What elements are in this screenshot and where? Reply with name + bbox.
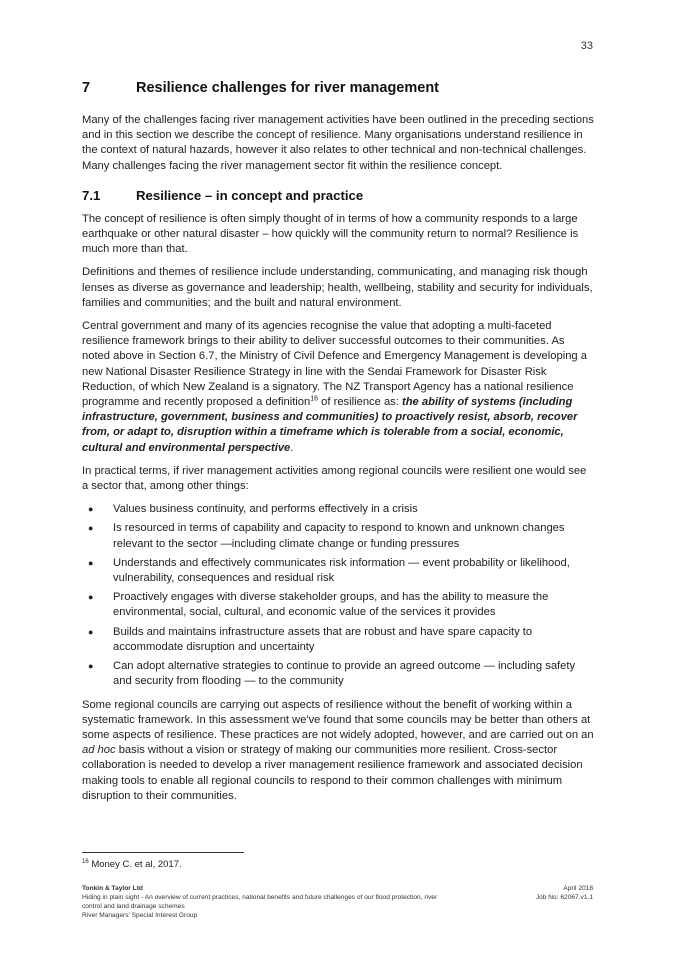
bullet-icon: ●: [88, 557, 94, 568]
list-item: [82, 502, 594, 517]
bullet-icon: ●: [88, 661, 94, 672]
footer-date: April 2018: [563, 885, 593, 892]
resilience-definition: the ability of systems (including infrastructure, government, business and communities) to proactively resist, absorb, recover from, or adapt to, disruption within a timeframe which is tolerable from a social, economic, cultural and environmental perspective: [82, 396, 578, 454]
list-item-text: Proactively engages with diverse stakeholder groups, and has the ability to measure the environmental, social, cultural, and economic value of the services it provides: [113, 591, 549, 619]
subsection-number: 7.1: [82, 187, 101, 203]
footnote-number: 16: [82, 858, 89, 865]
section-number: 7: [82, 80, 91, 96]
list-item-text: Values business continuity, and performs effectively in a crisis: [113, 503, 418, 516]
paragraph-text: of resilience as:: [318, 396, 402, 409]
paragraph-definitions: Definitions and themes of resilience include understanding, communicating, and managing risk though lenses as diverse as governance and leadership; health, wellbeing, stability and security for individuals, families and communities; and the built and natural environment.: [82, 266, 593, 309]
paragraph-practical-terms: In practical terms, if river management activities among regional councils were resilient one would see a sector that, among other things:: [82, 464, 587, 493]
footnote-reference[interactable]: 16: [310, 395, 319, 403]
footnote: [82, 859, 182, 870]
list-item-text: Understands and effectively communicates risk information — event probability or likelihood, vulnerability, consequences and residual risk: [113, 556, 570, 585]
subsection-heading: [82, 188, 594, 203]
bullet-icon: ●: [88, 592, 94, 603]
bullet-icon: ●: [88, 523, 94, 534]
paragraph-text: Central government and many of its agencies recognise the value that adopting a multi-faceted resilience framework brings to their ability to deliver successful outcomes to their communities. As noted above in Section 6.7, the Ministry of Civil Defence and Emergency Management is developing a new National Disaster Resilience Strategy in line with the Sendai Framework for Disaster Risk Reduction, of which New Zealand is a signatory. The NZ Transport Agency has a national resilience programme and recently proposed a definition: [82, 320, 587, 409]
list-item-text: Can adopt alternative strategies to continue to provide an agreed outcome — including safety and security from flooding — to the community: [113, 660, 576, 688]
paragraph-text: basis without a vision or strategy of making our communities more resilient. Cross-sector collaboration is needed to develop a river management resilience framework and associated decision making tools to enable all regional councils to respond to their common challenges with minimum disruption to their communities.: [82, 744, 583, 802]
paragraph-text: .: [290, 441, 294, 454]
footnote-divider: [82, 852, 244, 853]
subsection-title: Resilience – in concept and practice: [136, 187, 364, 203]
page-body: [82, 80, 594, 812]
page-number: 33: [580, 40, 593, 52]
paragraph-concept: The concept of resilience is often simply thought of in terms of how a community responds to a large earthquake or other natural disaster – how quickly will the community return to normal? Resilience is much more than that.: [82, 212, 579, 256]
list-item: [82, 556, 594, 586]
italic-phrase: ad hoc: [82, 744, 116, 757]
resilience-bullet-list: [82, 502, 594, 689]
footer-job-number: Job No: 62067.v1.1: [535, 894, 593, 901]
footer-left: [82, 884, 442, 920]
footer-client: River Managers' Special Interest Group: [82, 912, 198, 919]
list-item: [82, 521, 594, 551]
footnote-text: Money C. et al, 2017.: [91, 859, 182, 870]
list-item-text: Is resourced in terms of capability and capacity to respond to known and unknown changes relevant to the sector —including climate change or funding pressures: [113, 522, 565, 550]
footer-org: Tonkin & Taylor Ltd: [82, 885, 143, 892]
bullet-icon: ●: [88, 626, 94, 637]
list-item: [82, 590, 594, 620]
footer-right: [536, 884, 593, 902]
footer-document-title: Hiding in plain sight - An overview of current practices, national benefits and future challenges of our flood protection, river control and land drainage schemes: [82, 894, 438, 910]
list-item-text: Builds and maintains infrastructure assets that are robust and have spare capacity to accommodate disruption and uncertainty: [113, 625, 533, 653]
paragraph-central-government: [82, 319, 594, 456]
section-title: Resilience challenges for river management: [136, 80, 440, 96]
paragraph-text: Some regional councils are carrying out aspects of resilience without the benefit of working within a systematic framework. In this assessment we've found that some councils may be better than others at some aspects of resilience. These practices are not widely adopted, however, and are carried out on an: [82, 698, 594, 741]
paragraph-regional-councils: [82, 698, 594, 804]
bullet-icon: ●: [88, 504, 94, 515]
section-heading: [82, 80, 594, 96]
section-intro-paragraph: Many of the challenges facing river management activities have been outlined in the preceding sections and in this section we describe the concept of resilience. Many organisations understand resilience in the context of natural hazards, however it also relates to other technical and non-technical challenges. Many challenges facing the river management sector fit within the resilience concept.: [82, 114, 594, 172]
list-item: [82, 625, 594, 655]
list-item: [82, 659, 594, 689]
